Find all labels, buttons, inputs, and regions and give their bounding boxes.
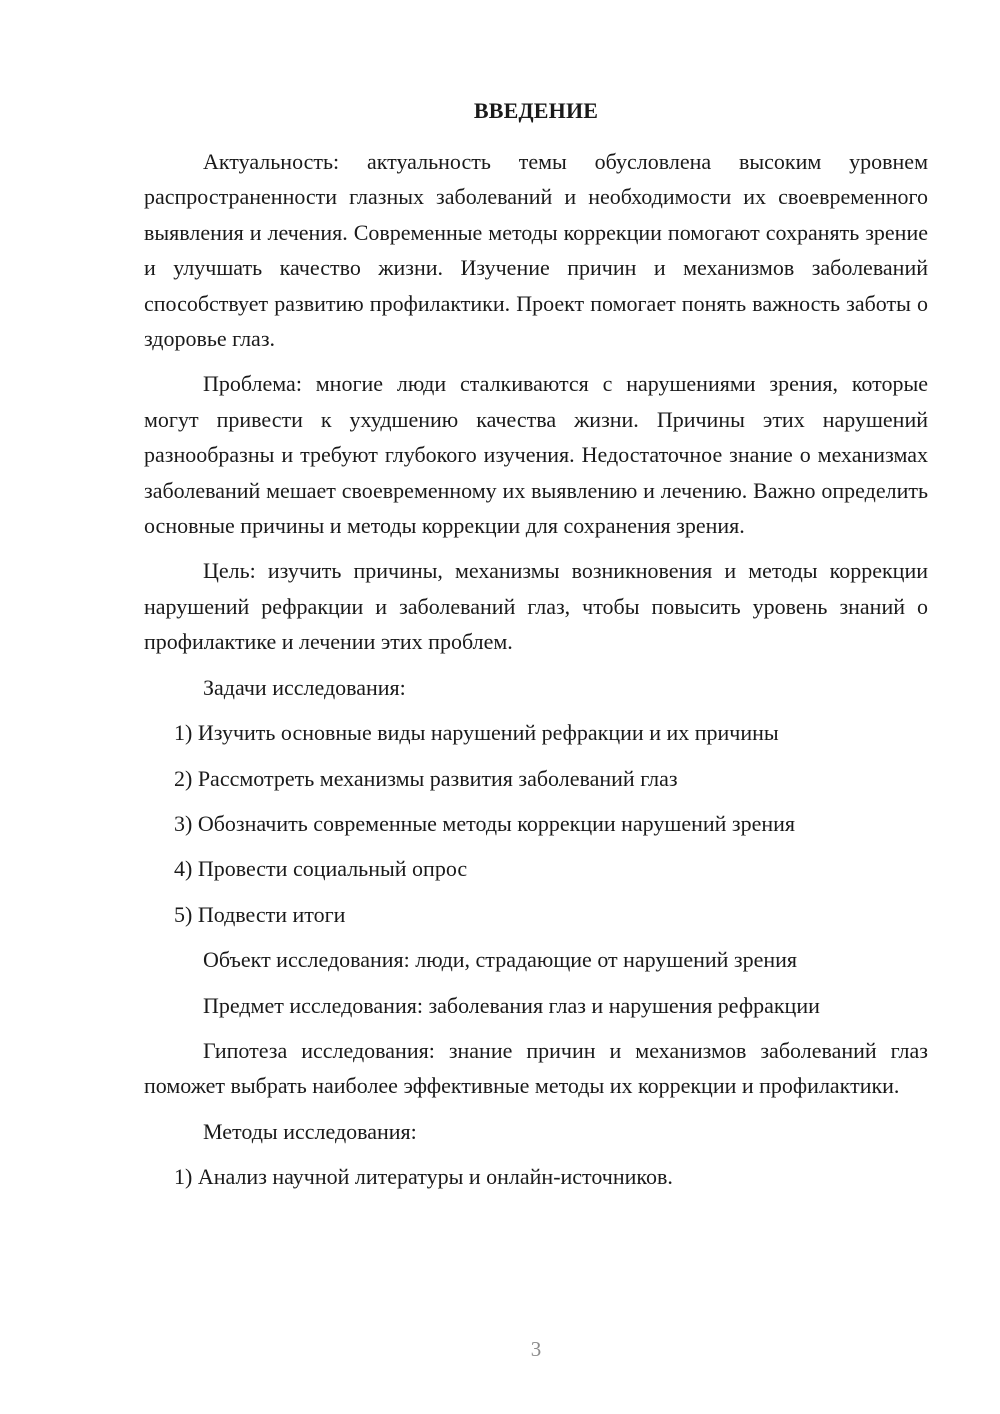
page-number: 3 xyxy=(530,1337,542,1361)
problem-paragraph: Проблема: многие люди сталкиваются с нарушениями зрения, которые могут привести к ухудшению качества жизни. Причины этих нарушений разнообразны и требуют глубокого изучения. Недостаточное знание о механизмах заболеваний мешает своевременному их выявлению и лечению. Важно определить основные причины и методы коррекции для сохранения зрения. xyxy=(144,371,928,539)
document-page xyxy=(144,0,928,1414)
task-item-4: 4) Провести социальный опрос xyxy=(174,856,468,882)
method-item-1: 1) Анализ научной литературы и онлайн-источников. xyxy=(174,1164,673,1190)
goal-paragraph: Цель: изучить причины, механизмы возникновения и методы коррекции нарушений рефракции и заболеваний глаз, чтобы повысить уровень знаний о профилактике и лечении этих проблем. xyxy=(144,558,928,655)
task-item-1: 1) Изучить основные виды нарушений рефракции и их причины xyxy=(174,720,779,746)
methods-heading: Методы исследования: xyxy=(203,1118,417,1144)
task-item-3: 3) Обозначить современные методы коррекции нарушений зрения xyxy=(174,810,796,836)
task-item-5: 5) Подвести итоги xyxy=(174,901,346,927)
hypothesis-paragraph: Гипотеза исследования: знание причин и механизмов заболеваний глаз поможет выбрать наиболее эффективные методы их коррекции и профилактики. xyxy=(144,1037,928,1099)
section-title: ВВЕДЕНИЕ xyxy=(473,98,599,123)
relevance-paragraph: Актуальность: актуальность темы обусловлена высоким уровнем распространенности глазных заболеваний и необходимости их своевременного выявления и лечения. Современные методы коррекции помогают сохранять зрение и улучшать качество жизни. Изучение причин и механизмов заболеваний способствует развитию профилактики. Проект помогает понять важность заботы о здоровье глаз. xyxy=(144,149,928,352)
research-subject: Предмет исследования: заболевания глаз и нарушения рефракции xyxy=(203,992,820,1018)
tasks-heading: Задачи исследования: xyxy=(203,674,406,700)
task-item-2: 2) Рассмотреть механизмы развития заболеваний глаз xyxy=(174,765,678,791)
document-body xyxy=(144,144,928,1205)
research-object: Объект исследования: люди, страдающие от нарушений зрения xyxy=(203,947,798,973)
